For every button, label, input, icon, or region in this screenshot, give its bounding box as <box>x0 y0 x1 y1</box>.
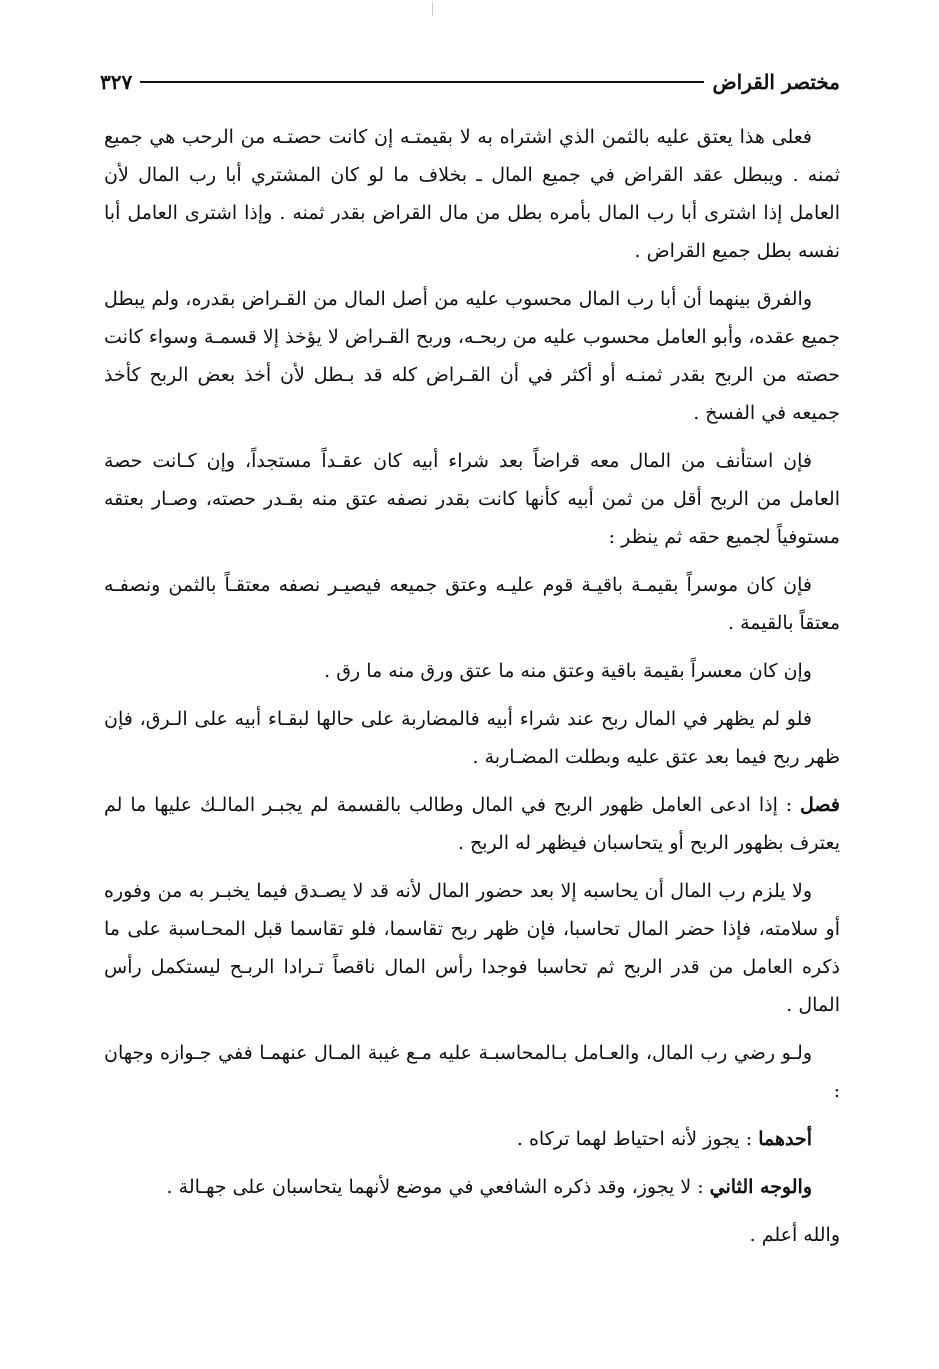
paragraph <box>104 652 840 690</box>
paragraph-text: : يجوز لأنه احتياط لهما تركاه . <box>516 1128 753 1150</box>
paragraph-text: والفرق بينهما أن أبا رب المال محسوب عليه من أصل المال من القـراض بقدره، ولم يبطل جميع عقده، وأبو العامل محسوب عليه من ربحـه، وربح القـراض لا يؤخذ إلا قسمـة وسواء كانت حصته من الربح بقدر ثمنـه أو أكثر في أن القـراض كله قد بـطل لأن أخذ بعض الربح كأخذ جميعه في الفسخ . <box>104 288 840 424</box>
section-heading: فصل <box>800 794 840 816</box>
paragraph-text: فإن استأنف من المال معه قراضاً بعد شراء أبيه كان عقـداً مستجداً، وإن كـانت حصة العامل من الربح أقل من ثمن أبيه كأنها كانت بقدر نصفه عتق منه بقـدر حصته، وصـار بعتقه مستوفياً لجميع حقه ثم ينظر : <box>104 450 840 548</box>
paragraph-text: وإن كان معسراً بقيمة باقية وعتق منه ما عتق ورق منه ما رق . <box>324 660 812 682</box>
paragraph <box>104 566 840 642</box>
paragraph-text: والله أعلم . <box>749 1224 840 1246</box>
header-rule <box>140 81 704 83</box>
paragraph <box>104 442 840 556</box>
option-heading: أحدهما <box>758 1128 812 1150</box>
paragraph-text: فعلى هذا يعتق عليه بالثمن الذي اشتراه به لا بقيمتـه إن كانت حصتـه من الرحب هي جميع ثمنه . ويبطل عقد القراض في جميع المال ـ بخلاف ما لو كان المشتري أبا رب المال لأن العامل إذا اشترى أبا رب المال بأمره بطل من مال القراض بقدر ثمنه . وإذا اشترى العامل أبا نفسه بطل جميع القراض . <box>104 126 840 262</box>
paragraph-text: فإن كان موسراً بقيمـة باقيـة قوم عليـه وعتق جميعه فيصيـر نصفه معتقـاً بالثمن ونصفـه معتقاً بالقيمة . <box>104 574 840 634</box>
page-body <box>104 118 840 1264</box>
paragraph <box>104 1034 840 1110</box>
option-heading: والوجه الثاني <box>709 1176 812 1198</box>
closing-line <box>104 1216 840 1254</box>
paragraph-text: ولا يلزم رب المال أن يحاسبه إلا بعد حضور المال لأنه قد لا يصـدق فيما يخبـر به من وفوره أو سلامته، فإذا حضر المال تحاسبا، فإن ظهر ربح تقاسما، فلو تقاسما قبل المحـاسبة على ما ذكره العامل من قدر الربح ثم تحاسبا فوجدا رأس المال ناقصاً تـرادا الربـح ليستكمل رأس المال . <box>104 880 840 1016</box>
section-paragraph <box>104 786 840 862</box>
paragraph-text: فلو لم يظهر في المال ربح عند شراء أبيه فالمضاربة على حالها لبقـاء أبيه على الـرق، فإن ظهر ربح فيما بعد عتق عليه وبطلت المضـاربة . <box>104 708 840 768</box>
paragraph-text: ولـو رضي رب المال، والعـامل بـالمحاسبـة عليه مـع غيبة المـال عنهمـا ففي جـوازه وجهان : <box>104 1042 840 1102</box>
paragraph-text: : إذا ادعى العامل ظهور الربح في المال وطالب بالقسمة لم يجبـر المالـك عليها ما لم يعترف بظهور الربح أو يتحاسبان فيظهر له الربح . <box>104 794 840 854</box>
paragraph <box>104 1120 840 1158</box>
paragraph <box>104 1168 840 1206</box>
paragraph <box>104 280 840 432</box>
paragraph-text: : لا يجوز، وقد ذكره الشافعي في موضع لأنهما يتحاسبان على جهـالة . <box>166 1176 704 1198</box>
page-number: ٣٢٧ <box>100 70 133 94</box>
paragraph <box>104 118 840 270</box>
paragraph <box>104 872 840 1024</box>
scan-mark <box>432 2 433 16</box>
paragraph <box>104 700 840 776</box>
running-header <box>100 62 840 102</box>
chapter-title: مختصر القراض <box>712 70 840 94</box>
